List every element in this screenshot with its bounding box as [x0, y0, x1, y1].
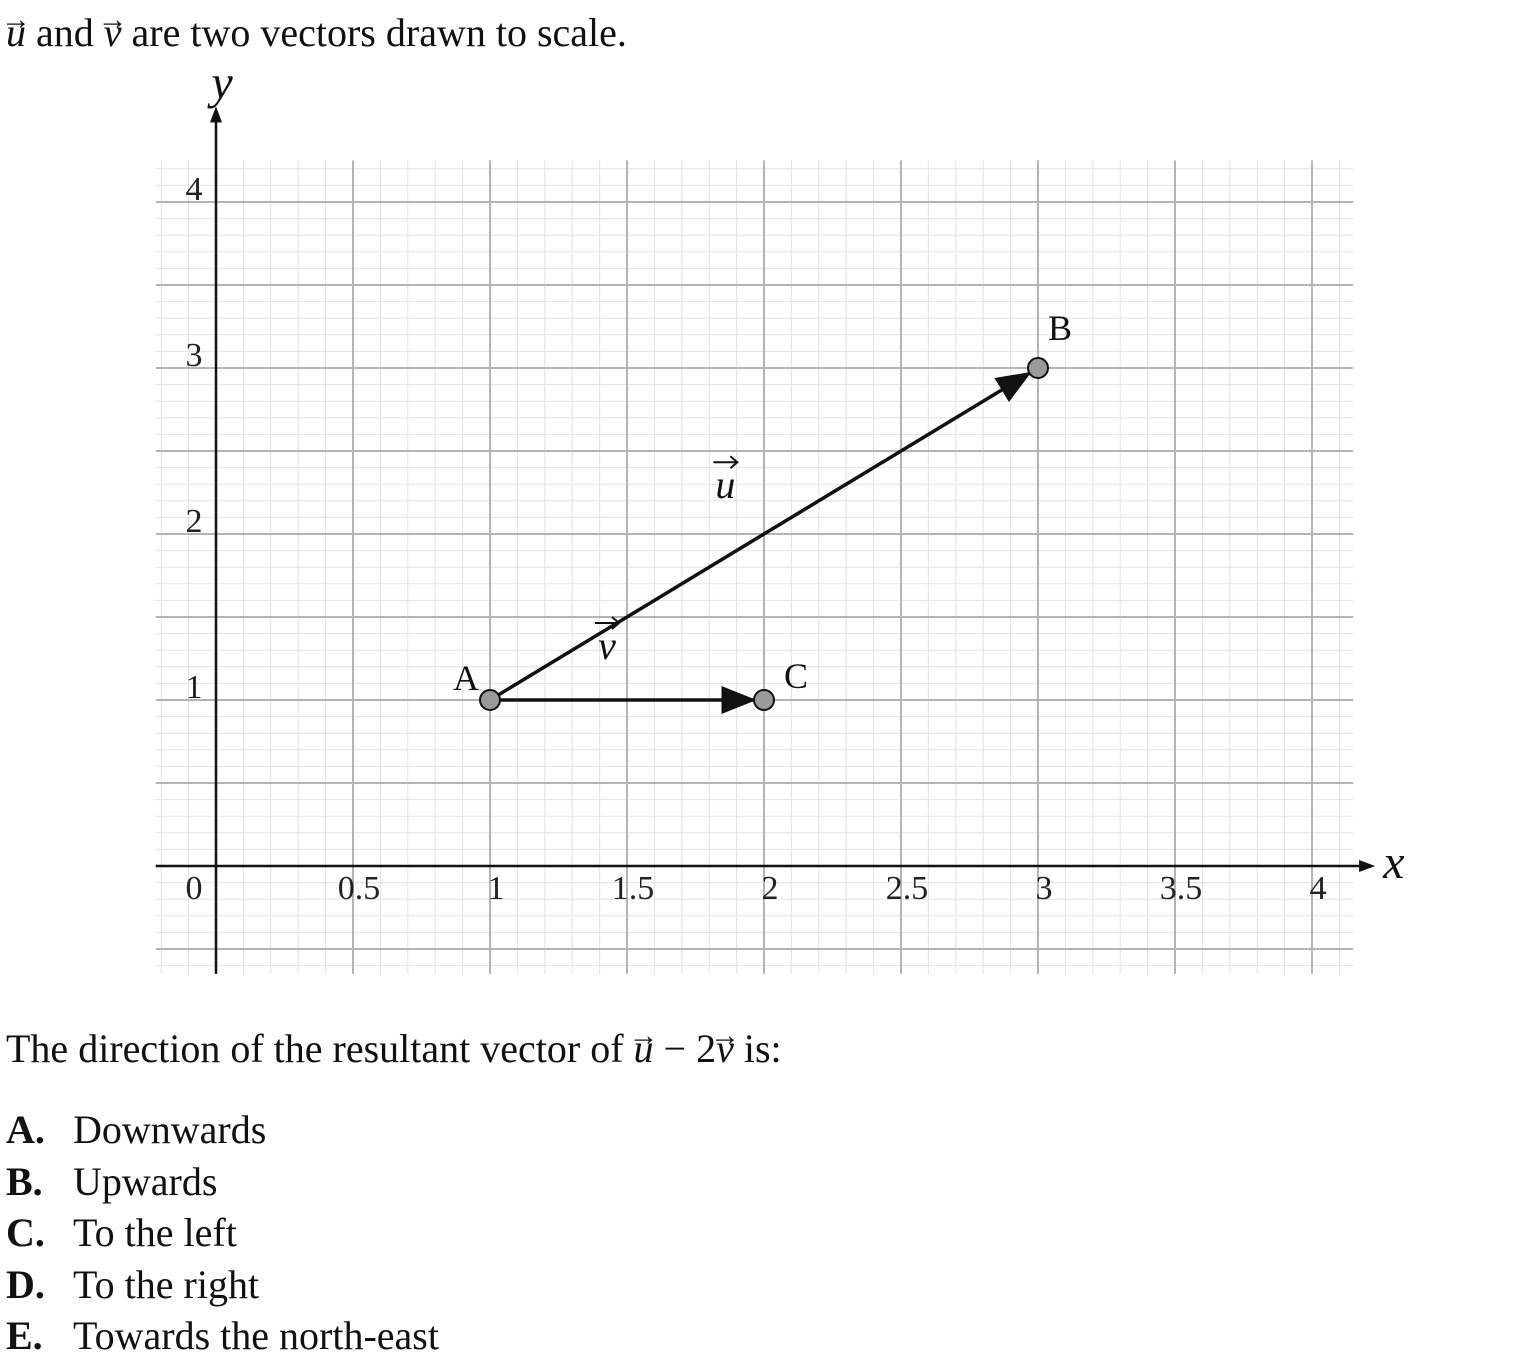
option-text: Downwards: [73, 1107, 267, 1152]
point-a-label: A: [453, 658, 479, 698]
option-e[interactable]: [6, 1310, 439, 1362]
vector-grid-diagram: [0, 56, 1518, 990]
point-c-label: C: [783, 656, 809, 696]
x-tick-label: 1.5: [611, 870, 655, 907]
option-letter: D.: [6, 1261, 45, 1307]
vectors: [490, 374, 1029, 700]
x-tick-label: 2: [761, 870, 779, 907]
question-vector-u: → u: [634, 1024, 654, 1074]
point-b: [1028, 358, 1048, 378]
point-a: [480, 690, 500, 710]
x-tick-label: 3: [1035, 870, 1053, 907]
option-d[interactable]: [6, 1259, 439, 1311]
vector-u-label: u: [715, 462, 736, 508]
vector-v-label: v: [598, 623, 616, 668]
point-c: [754, 690, 774, 710]
answer-options: [6, 1104, 439, 1362]
intro-and-text: and: [26, 10, 104, 55]
vector-u-symbol: → u: [6, 8, 26, 58]
x-axis-label: x: [1383, 836, 1405, 889]
y-tick-label: 2: [185, 503, 203, 540]
option-letter: C.: [6, 1210, 45, 1255]
option-a[interactable]: [6, 1104, 439, 1156]
axes: [156, 57, 1405, 974]
x-tick-label: 0: [185, 870, 203, 907]
question-vector-v: → v: [716, 1024, 734, 1074]
y-tick-label: 3: [185, 337, 203, 374]
option-text: Towards the north-east: [73, 1313, 439, 1358]
intro-rest-text: are two vectors drawn to scale.: [121, 10, 627, 55]
intro-statement: [6, 8, 627, 58]
y-tick-label: 1: [185, 669, 203, 706]
grid-lines: [156, 161, 1353, 974]
vector-v-symbol: → v: [104, 8, 122, 58]
y-axis-label: y: [211, 56, 233, 110]
option-text: To the right: [73, 1261, 260, 1307]
question-operator: − 2: [653, 1026, 717, 1071]
x-tick-label: 4: [1309, 870, 1327, 907]
option-letter: E.: [6, 1313, 43, 1358]
x-axis-arrowhead: [1359, 860, 1375, 872]
x-tick-label: 3.5: [1159, 870, 1203, 907]
y-tick-label: 4: [185, 171, 203, 208]
option-b[interactable]: [6, 1156, 439, 1208]
option-text: To the left: [73, 1210, 237, 1255]
question-prefix: The direction of the resultant vector of: [6, 1026, 634, 1071]
option-letter: B.: [6, 1158, 43, 1204]
question-text: [6, 1024, 782, 1074]
question-suffix: is:: [733, 1026, 782, 1071]
x-tick-label: 0.5: [337, 870, 381, 907]
point-b-label: B: [1047, 308, 1073, 348]
x-tick-label: 1: [487, 870, 505, 907]
x-tick-label: 2.5: [885, 870, 929, 907]
option-text: Upwards: [73, 1158, 218, 1204]
vector-u-arrow: [490, 374, 1029, 700]
option-letter: A.: [6, 1107, 45, 1152]
option-c[interactable]: [6, 1207, 439, 1259]
